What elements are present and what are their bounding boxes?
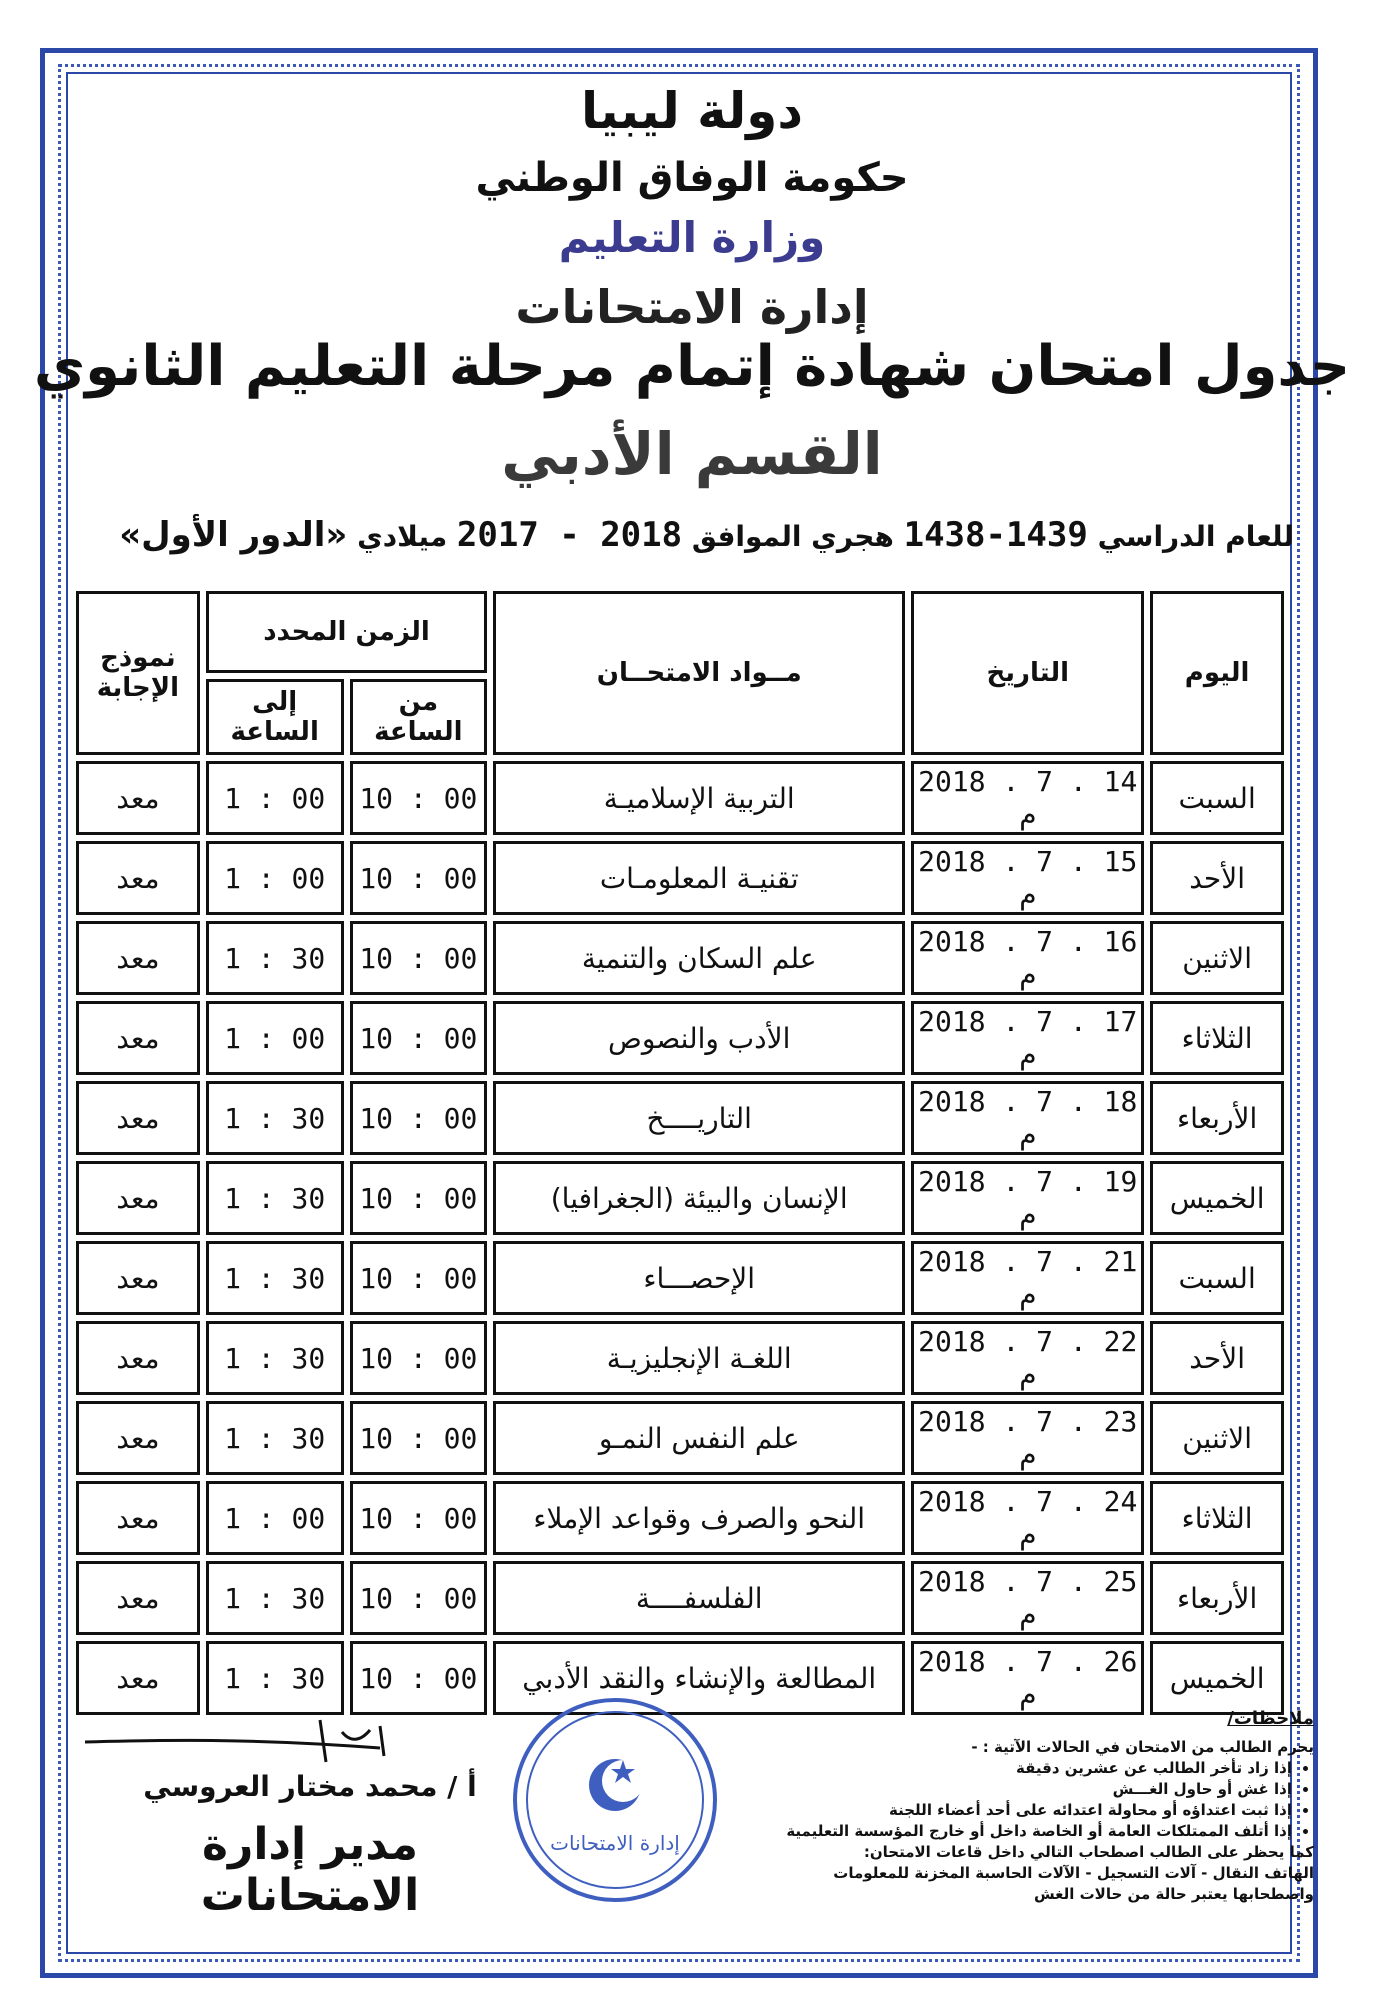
cell-to-hour xyxy=(206,1241,344,1315)
cell-day: الأربعاء xyxy=(1150,1561,1284,1635)
cell-from-hour xyxy=(350,1481,488,1555)
cell-to-hour-text: 1 : 00 xyxy=(224,781,326,815)
cell-subject: الإحصـــاء xyxy=(493,1241,905,1315)
cell-date-text: 2018 . 7 . 17 م xyxy=(918,1005,1138,1071)
cell-from-hour-text: 10 : 00 xyxy=(359,1661,478,1695)
cell-day: الأحد xyxy=(1150,841,1284,915)
cell-day: الاثنين xyxy=(1150,1401,1284,1475)
cell-date-text: 2018 . 7 . 22 م xyxy=(918,1325,1138,1391)
signatory-role: مدير إدارة الامتحانات xyxy=(200,1819,420,1921)
cell-from-hour xyxy=(350,1321,488,1395)
cell-from-hour-text: 10 : 00 xyxy=(359,1181,478,1215)
cell-subject: علم النفس النمـو xyxy=(493,1401,905,1475)
cell-to-hour xyxy=(206,761,344,835)
cell-subject: الأدب والنصوص xyxy=(493,1001,905,1075)
gregorian-year: 2017 - 2018 xyxy=(456,515,683,555)
cell-to-hour-text: 1 : 30 xyxy=(224,1341,326,1375)
table-row xyxy=(76,1481,1284,1555)
cell-from-hour xyxy=(350,1001,488,1075)
header-day: اليوم xyxy=(1150,591,1284,755)
notes-footer-1: كما يحظر على الطالب اصطحاب التالي داخل قاعات الامتحان: xyxy=(863,1843,1314,1861)
cell-day: الخميس xyxy=(1150,1161,1284,1235)
cell-answer-model: معد xyxy=(76,1561,200,1635)
cell-from-hour xyxy=(350,1641,488,1715)
cell-answer-model: معد xyxy=(76,1641,200,1715)
table-row xyxy=(76,1401,1284,1475)
cell-date xyxy=(911,761,1144,835)
cell-day: الخميس xyxy=(1150,1641,1284,1715)
cell-subject: المطالعة والإنشاء والنقد الأدبي xyxy=(493,1641,905,1715)
cell-to-hour-text: 1 : 30 xyxy=(224,1261,326,1295)
section-heading: القسم الأدبي xyxy=(501,420,883,488)
country-heading: دولة ليبيا xyxy=(580,82,804,140)
ministry-heading: وزارة التعليم xyxy=(558,213,826,262)
table-row xyxy=(76,761,1284,835)
cell-date xyxy=(911,1161,1144,1235)
cell-date-text: 2018 . 7 . 15 م xyxy=(918,845,1138,911)
table-row xyxy=(76,1561,1284,1635)
cell-to-hour-text: 1 : 00 xyxy=(224,1021,326,1055)
cell-from-hour-text: 10 : 00 xyxy=(359,941,478,975)
cell-answer-model: معد xyxy=(76,1241,200,1315)
header-subject: مــواد الامتحــان xyxy=(493,591,905,755)
cell-to-hour xyxy=(206,1401,344,1475)
header-to-hour: إلى الساعة xyxy=(206,679,344,755)
cell-to-hour xyxy=(206,1081,344,1155)
table-row xyxy=(76,841,1284,915)
cell-day: الثلاثاء xyxy=(1150,1001,1284,1075)
cell-subject: الفلسفــــة xyxy=(493,1561,905,1635)
cell-to-hour-text: 1 : 00 xyxy=(224,861,326,895)
cell-to-hour xyxy=(206,1561,344,1635)
cell-date-text: 2018 . 7 . 24 م xyxy=(918,1485,1138,1551)
notes-list xyxy=(754,1758,1314,1842)
cell-from-hour xyxy=(350,841,488,915)
notes-intro: يحرم الطالب من الامتحان في الحالات الآتية : - xyxy=(971,1738,1314,1756)
cell-date-text: 2018 . 7 . 16 م xyxy=(918,925,1138,991)
cell-date-text: 2018 . 7 . 18 م xyxy=(918,1085,1138,1151)
cell-day: الاثنين xyxy=(1150,921,1284,995)
cell-from-hour xyxy=(350,1081,488,1155)
cell-answer-model: معد xyxy=(76,1321,200,1395)
signatory-block xyxy=(130,1770,490,1921)
year-prefix: للعام الدراسي xyxy=(1097,520,1294,553)
cell-from-hour-text: 10 : 00 xyxy=(359,1501,478,1535)
cell-answer-model: معد xyxy=(76,1161,200,1235)
hijri-suffix: هجري الموافق xyxy=(691,520,894,553)
table-row xyxy=(76,1241,1284,1315)
header-time: الزمن المحدد xyxy=(206,591,487,673)
cell-to-hour-text: 1 : 30 xyxy=(224,941,326,975)
cell-subject: الإنسان والبيئة (الجغرافيا) xyxy=(493,1161,905,1235)
cell-to-hour xyxy=(206,1001,344,1075)
cell-to-hour xyxy=(206,1481,344,1555)
cell-day: السبت xyxy=(1150,761,1284,835)
gregorian-suffix: ميلادي xyxy=(357,520,448,553)
cell-date xyxy=(911,841,1144,915)
cell-answer-model: معد xyxy=(76,1001,200,1075)
cell-date-text: 2018 . 7 . 23 م xyxy=(918,1405,1138,1471)
cell-answer-model: معد xyxy=(76,1481,200,1555)
cell-from-hour xyxy=(350,921,488,995)
cell-subject: التاريــــخ xyxy=(493,1081,905,1155)
cell-date xyxy=(911,1241,1144,1315)
header-answer-model: نموذج الإجابة xyxy=(76,591,200,755)
cell-date xyxy=(911,1001,1144,1075)
cell-subject: اللغـة الإنجليزيـة xyxy=(493,1321,905,1395)
cell-to-hour-text: 1 : 30 xyxy=(224,1581,326,1615)
cell-from-hour-text: 10 : 00 xyxy=(359,1581,478,1615)
cell-answer-model: معد xyxy=(76,841,200,915)
cell-subject: النحو والصرف وقواعد الإملاء xyxy=(493,1481,905,1555)
cell-date xyxy=(911,1401,1144,1475)
academic-year-line xyxy=(94,515,1294,555)
cell-date-text: 2018 . 7 . 25 م xyxy=(918,1565,1138,1631)
stamp-text: إدارة الامتحانات xyxy=(550,1831,680,1855)
cell-from-hour-text: 10 : 00 xyxy=(359,1421,478,1455)
cell-answer-model: معد xyxy=(76,1081,200,1155)
note-item: • إذا ثبت اعتداؤه أو محاولة اعتدائه على أحد أعضاء اللجنة xyxy=(754,1800,1292,1821)
cell-to-hour xyxy=(206,921,344,995)
notes-section xyxy=(754,1708,1314,1905)
cell-from-hour xyxy=(350,1241,488,1315)
government-heading: حكومة الوفاق الوطني xyxy=(475,155,909,201)
cell-date xyxy=(911,1641,1144,1715)
department-heading: إدارة الامتحانات xyxy=(515,280,869,334)
cell-from-hour xyxy=(350,761,488,835)
header-from-hour: من الساعة xyxy=(350,679,488,755)
note-item: • إذا أتلف الممتلكات العامة أو الخاصة داخل أو خارج المؤسسة التعليمية xyxy=(754,1821,1292,1842)
table-row xyxy=(76,1081,1284,1155)
signatory-name: أ / محمد مختار العروسي xyxy=(143,1770,477,1803)
cell-answer-model: معد xyxy=(76,761,200,835)
cell-date xyxy=(911,1561,1144,1635)
cell-date xyxy=(911,1321,1144,1395)
header-date: التاريخ xyxy=(911,591,1144,755)
page-title: جدول امتحان شهادة إتمام مرحلة التعليم الثانوي xyxy=(33,334,1351,399)
handwritten-signature xyxy=(80,1712,410,1772)
cell-date-text: 2018 . 7 . 19 م xyxy=(918,1165,1138,1231)
cell-to-hour-text: 1 : 30 xyxy=(224,1661,326,1695)
exam-round: «الدور الأول» xyxy=(119,515,348,555)
cell-from-hour-text: 10 : 00 xyxy=(359,1261,478,1295)
notes-footer-2: الهاتف النقال - آلات التسجيل - الآلات الحاسبة المخزنة للمعلومات xyxy=(833,1864,1314,1882)
cell-from-hour-text: 10 : 00 xyxy=(359,1021,478,1055)
cell-subject: تقنيـة المعلومـات xyxy=(493,841,905,915)
cell-from-hour-text: 10 : 00 xyxy=(359,861,478,895)
cell-from-hour-text: 10 : 00 xyxy=(359,1341,478,1375)
cell-to-hour-text: 1 : 30 xyxy=(224,1421,326,1455)
cell-subject: علم السكان والتنمية xyxy=(493,921,905,995)
cell-to-hour xyxy=(206,1641,344,1715)
notes-footer-3: واصطحابها يعتبر حالة من حالات الغش xyxy=(1033,1885,1314,1903)
cell-day: الأربعاء xyxy=(1150,1081,1284,1155)
cell-date-text: 2018 . 7 . 14 م xyxy=(918,765,1138,831)
table-row xyxy=(76,1161,1284,1235)
cell-from-hour-text: 10 : 00 xyxy=(359,1101,478,1135)
cell-to-hour xyxy=(206,841,344,915)
cell-date xyxy=(911,921,1144,995)
cell-to-hour xyxy=(206,1161,344,1235)
cell-day: الأحد xyxy=(1150,1321,1284,1395)
cell-to-hour-text: 1 : 00 xyxy=(224,1501,326,1535)
cell-date xyxy=(911,1081,1144,1155)
table-row xyxy=(76,921,1284,995)
cell-from-hour xyxy=(350,1561,488,1635)
cell-answer-model: معد xyxy=(76,921,200,995)
note-item: • إذا غش أو حاول الغـــش xyxy=(754,1779,1292,1800)
cell-from-hour xyxy=(350,1401,488,1475)
cell-to-hour xyxy=(206,1321,344,1395)
cell-subject: التربية الإسلاميـة xyxy=(493,761,905,835)
table-row xyxy=(76,1001,1284,1075)
cell-to-hour-text: 1 : 30 xyxy=(224,1181,326,1215)
exam-schedule-table xyxy=(70,585,1290,1721)
cell-from-hour-text: 10 : 00 xyxy=(359,781,478,815)
official-stamp xyxy=(505,1690,725,1910)
cell-date-text: 2018 . 7 . 26 م xyxy=(918,1645,1138,1711)
cell-day: الثلاثاء xyxy=(1150,1481,1284,1555)
cell-to-hour-text: 1 : 30 xyxy=(224,1101,326,1135)
table-row xyxy=(76,1321,1284,1395)
cell-date xyxy=(911,1481,1144,1555)
hijri-year: 1438-1439 xyxy=(903,515,1088,555)
cell-day: السبت xyxy=(1150,1241,1284,1315)
notes-title: ملاحظات/ xyxy=(1227,1708,1314,1729)
note-item: • إذا زاد تأخر الطالب عن عشرين دقيقة xyxy=(754,1758,1292,1779)
cell-date-text: 2018 . 7 . 21 م xyxy=(918,1245,1138,1311)
cell-from-hour xyxy=(350,1161,488,1235)
cell-answer-model: معد xyxy=(76,1401,200,1475)
